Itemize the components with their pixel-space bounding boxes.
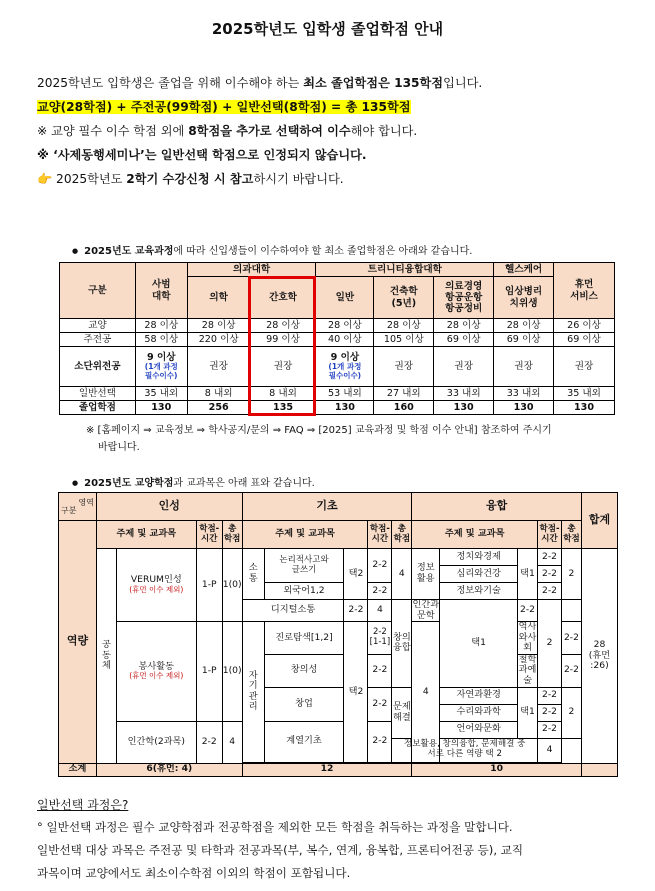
table-cell: 택1 <box>440 600 518 688</box>
table-cell: 휴먼 서비스 <box>554 263 615 319</box>
table-cell: 수리와과학 <box>440 704 518 721</box>
table-cell: 4 <box>368 600 392 622</box>
table-cell: 2-2 <box>538 566 562 583</box>
table-cell: 9 이상 (1개 과정 필수이수) <box>135 347 187 387</box>
table-cell: VERUM인성 (휴먼 이수 제외) <box>116 549 196 622</box>
table-cell: 2 <box>561 549 581 600</box>
table-cell: 권장 <box>374 347 434 387</box>
table-cell: 주제 및 교과목 <box>96 521 196 549</box>
table-cell: 2-2 <box>538 549 562 566</box>
table-cell: 역량 <box>59 521 97 764</box>
table-cell: 진로탐색[1,2] <box>264 622 344 655</box>
table-cell: 봉사활동 (휴먼 이수 제외) <box>116 622 196 721</box>
footer-paragraph-2: 일반선택 대상 과목은 주전공 및 타학과 전공과목(부, 복수, 연계, 융복합, 프론티어전공 등), 교직 <box>37 843 524 857</box>
table-cell: 12 <box>242 763 412 776</box>
reference-note: ※ [홈페이지 ⇒ 교육정보 ⇒ 학사공지/문의 ⇒ FAQ ⇒ [2025] 교육과정 및 학점 이수 안내] 참조하여 주시기 <box>86 425 552 436</box>
table-cell: 2 <box>538 600 562 688</box>
table-cell: 105 이상 <box>374 333 434 347</box>
table-cell: 10 <box>412 763 582 776</box>
table-cell: 구분 <box>60 263 136 319</box>
table-cell: 자 기 관 리 <box>242 622 264 762</box>
table-cell: 220 이상 <box>187 333 250 347</box>
table-cell: 28 이상 <box>494 319 554 333</box>
table-cell: 택1 <box>518 687 538 738</box>
table-cell: 35 내외 <box>554 387 615 401</box>
table-cell: 창의 융합 <box>392 600 412 688</box>
table-cell: 총 학점 <box>392 521 412 549</box>
table-cell: 2-2 <box>561 654 581 687</box>
table-cell: 심리와건강 <box>440 566 518 583</box>
table-cell: 27 내외 <box>374 387 434 401</box>
table-cell: 99 이상 <box>250 333 316 347</box>
table-cell: 영역 구분 <box>59 493 97 521</box>
table-cell: 합계 <box>581 493 617 549</box>
table-cell: 권장 <box>187 347 250 387</box>
intro-highlight: 교양(28학점) + 주전공(99학점) + 일반선택(8학점) = 총 135학점 <box>37 100 411 114</box>
table-cell: 역사와사회 <box>518 621 537 654</box>
table-cell: 8 내외 <box>250 387 316 401</box>
table-cell: 9 이상 (1개 과정 필수이수) <box>316 347 374 387</box>
table-cell: 28 이상 <box>374 319 434 333</box>
table-cell: 인간과문학 <box>412 599 440 621</box>
table-cell: 33 내외 <box>434 387 494 401</box>
table-cell: 130 <box>135 401 187 415</box>
table-cell: 권장 <box>434 347 494 387</box>
intro-line-1: 2025학년도 입학생은 졸업을 위해 이수해야 하는 최소 졸업학점은 135학점입니다. <box>37 76 483 90</box>
table-cell: 2-2 <box>538 721 562 738</box>
table-cell: 6(휴먼: 4) <box>96 763 242 776</box>
table-cell: 주전공 <box>60 333 136 347</box>
table-cell: 사범 대학 <box>135 263 187 319</box>
table-cell: 일반선택 <box>60 387 136 401</box>
table-cell: 4 <box>538 738 562 762</box>
table-cell: 28 이상 <box>250 319 316 333</box>
table-cell: 2 <box>561 687 581 738</box>
intro-line-4: ※ ‘사제동행세미나’는 일반선택 학점으로 인정되지 않습니다. <box>37 148 367 162</box>
table-cell: 4 <box>392 549 412 600</box>
intro-line-3: ※ 교양 필수 이수 학점 외에 8학점을 추가로 선택하여 이수해야 합니다. <box>37 124 418 138</box>
table-cell: 2-2 <box>538 704 562 721</box>
table-cell: 의료경영 항공운항 항공정비 <box>434 277 494 319</box>
table-cell: 28 이상 <box>434 319 494 333</box>
table-cell: 소단위전공 <box>60 347 136 387</box>
table-cell: 8 내외 <box>187 387 250 401</box>
table-cell: 2-2 <box>368 654 392 687</box>
table-cell: 인간학(2과목) <box>116 721 196 763</box>
table-cell: 디지털소통 <box>242 600 344 622</box>
table-cell: 언어와문화 <box>440 721 518 738</box>
table-cell: 소계 <box>59 763 97 776</box>
table-cell: 융합 <box>412 493 582 521</box>
table-cell: 4 <box>412 622 440 762</box>
table-cell <box>581 763 617 776</box>
table-cell: 학점- 시간 <box>368 521 392 549</box>
table-cell: 53 내외 <box>316 387 374 401</box>
liberal-arts-table <box>58 492 618 777</box>
table-cell: 총 학점 <box>222 521 242 549</box>
table-cell: 교양 <box>60 319 136 333</box>
table-cell: 정치와경제 <box>440 549 518 566</box>
table-cell: 69 이상 <box>554 333 615 347</box>
table-cell: 학점- 시간 <box>538 521 562 549</box>
table-cell: 2-2 <box>368 687 392 721</box>
table-cell: 의과대학 <box>187 263 316 277</box>
table-cell: 계열기초 <box>264 721 344 762</box>
table-cell: 헬스케어 <box>494 263 554 277</box>
table-cell: 졸업학점 <box>60 401 136 415</box>
table-cell: 2-2 <box>538 583 562 600</box>
table-cell: 창업 <box>264 687 344 721</box>
table-cell: 자연과환경 <box>440 687 518 704</box>
footer-heading: 일반선택 과정은? <box>37 798 129 812</box>
table-cell: 임상병리 치위생 <box>494 277 554 319</box>
table-cell: 권장 <box>554 347 615 387</box>
table-cell: 2-2 <box>368 549 392 583</box>
table-cell: 69 이상 <box>494 333 554 347</box>
table-cell: 주제 및 교과목 <box>242 521 368 549</box>
table-cell: 철학과예술 <box>518 653 537 687</box>
footer-paragraph-1: ° 일반선택 과정은 필수 교양학점과 전공학점을 제외한 모든 학점을 취득하는 과정을 말합니다. <box>37 820 513 834</box>
table-cell: 2-2 <box>561 622 581 655</box>
table-cell: 트리니티융합대학 <box>316 263 494 277</box>
page-title: 2025학년도 입학생 졸업학점 안내 <box>211 20 444 38</box>
section2-heading: ● 2025년도 교양학점과 교과목은 아래 표와 같습니다. <box>72 474 315 489</box>
table-cell: 28 이상 <box>316 319 374 333</box>
table-cell: 33 내외 <box>494 387 554 401</box>
table-cell: 160 <box>374 401 434 415</box>
table-cell: 130 <box>494 401 554 415</box>
table-cell: 정보와기술 <box>440 583 518 600</box>
table-cell: 주제 및 교과목 <box>412 521 538 549</box>
table-cell: 학점- 시간 <box>196 521 222 549</box>
footer-paragraph-3: 과목이며 교양에서도 최소이수학점 이외의 학점이 포함됩니다. <box>37 866 351 880</box>
table-cell: 정보활용, 창의융합, 문제해결 중 서로 다른 역량 택 2 <box>392 738 538 762</box>
table-cell: 26 이상 <box>554 319 615 333</box>
table-cell: 1-P <box>196 622 222 721</box>
table-cell: 28 이상 <box>187 319 250 333</box>
pointing-hand-icon: 👉 <box>37 172 53 186</box>
table-cell: 공 동 체 <box>96 549 116 764</box>
table-cell: 4 <box>222 721 242 763</box>
table-cell: 권장 <box>494 347 554 387</box>
table-cell: 2-2 [1-1] <box>368 622 392 655</box>
table-cell: 130 <box>316 401 374 415</box>
table-cell: 256 <box>187 401 250 415</box>
table-cell: 일반 <box>316 277 374 319</box>
table-cell: 총 학점 <box>561 521 581 549</box>
table-cell: 2-2 <box>344 600 368 622</box>
nursing-highlight-box <box>248 276 316 416</box>
table-cell: 2-2 <box>196 721 222 763</box>
table-cell: 인성 <box>96 493 242 521</box>
section1-heading: ● 2025년도 교육과정에 따라 신입생들이 이수하여야 할 최소 졸업학점은 아래와 같습니다. <box>72 242 472 257</box>
table-cell: 1(0) <box>222 622 242 721</box>
table-cell: 28 이상 <box>135 319 187 333</box>
table-cell: 기초 <box>242 493 412 521</box>
table-cell: 창의성 <box>264 654 344 687</box>
table-cell: 135 <box>250 401 316 415</box>
table-cell: 1-P <box>196 549 222 622</box>
table-cell: 택2 <box>344 622 368 762</box>
table-cell: 40 이상 <box>316 333 374 347</box>
table-cell: 의학 <box>187 277 250 319</box>
table-cell: 택2 <box>344 549 368 600</box>
table-cell: 130 <box>434 401 494 415</box>
table-cell: 문제 해결 <box>392 687 412 738</box>
table-cell: 건축학 (5년) <box>374 277 434 319</box>
table-cell: 2-2 <box>538 687 562 704</box>
table-cell: 35 내외 <box>135 387 187 401</box>
table-cell: 1(0) <box>222 549 242 622</box>
table-cell: 2-2 <box>368 583 392 600</box>
intro-line-5: 👉 2025학년도 2학기 수강신청 시 참고하시기 바랍니다. <box>37 172 344 186</box>
table-cell: 정보 활용 <box>412 549 440 600</box>
table-cell: 58 이상 <box>135 333 187 347</box>
table-cell: 외국어1,2 <box>264 583 344 600</box>
table-cell: 2-2 <box>368 721 392 762</box>
graduation-credit-table <box>59 262 615 415</box>
table-cell: 택1 <box>518 549 538 600</box>
table-cell: 28 (휴먼 :26) <box>581 549 617 764</box>
table-cell: 69 이상 <box>434 333 494 347</box>
table-cell: 논리적사고와 글쓰기 <box>264 549 344 583</box>
table-cell: 130 <box>554 401 615 415</box>
table-cell: 2-2 <box>518 600 538 622</box>
table-cell: 소 통 <box>242 549 264 600</box>
table-cell: 권장 <box>250 347 316 387</box>
table-cell: 간호학 <box>250 277 316 319</box>
